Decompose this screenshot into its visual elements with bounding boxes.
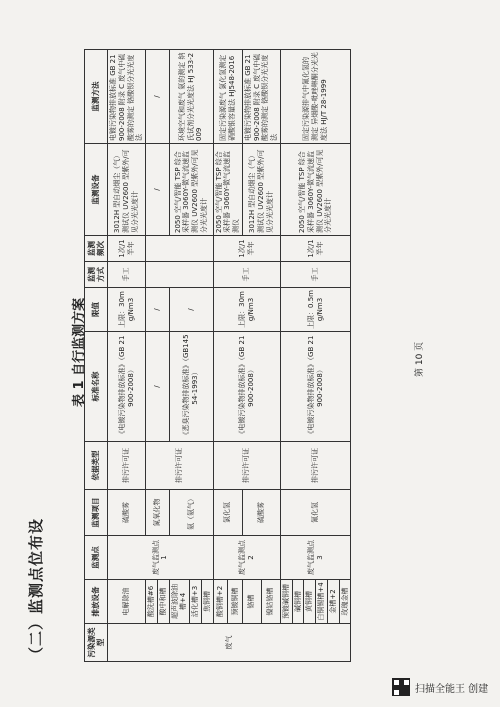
header-source-type: 污染源类型 [85,624,108,662]
mode-cell: 手工 [280,262,351,288]
item-cell: 氰化氢 [280,490,351,536]
item-cell: 氮氧化物 [146,490,170,536]
method-cell: 环境空气和废气 氨的测定 纳氏试剂分光光度法 HJ 533-2009 [169,50,213,144]
device-cell: 白铜锡槽+4 [316,580,328,624]
device-cell: 铬槽 [242,580,261,624]
header-limit: 限值 [85,288,108,332]
standard-cell: 《恶臭污染物排放标准》（GB14554-1993） [169,332,213,442]
method-cell: 电镀污染物排放标准 GB 21900-2008 附录 C 废气中硫酸雾的测定 铬酸钡分光光度法 [108,50,146,144]
frequency-cell: 1次/1半年 [213,236,280,262]
device-cell: 电解除油 [108,580,146,624]
method-cell: 固定污染源排气中氰化氢的测定 异烟酸-吡唑啉酮分光光度法 HJ/T 28-1999 [280,50,351,144]
device-cell: 黄铜槽 [304,580,316,624]
page-number: 第 10 页 [415,341,425,377]
basis-cell: 排污许可证 [146,442,214,490]
table-row [108,50,146,662]
device-cell: 超声波除油槽+4 [169,580,190,624]
device-cell: 碱铜槽 [292,580,304,624]
device-cell: 金槽+2 [327,580,339,624]
device-cell: 酸铜槽+2 [213,580,228,624]
header-frequency: 监测频次 [85,236,108,262]
section-heading: （二）监测点位布设 [27,517,45,662]
table-row [213,50,228,662]
device-cell: 酸洗槽#6 [146,580,158,624]
standard-cell: / [146,332,170,442]
basis-cell: 排污许可证 [280,442,351,490]
mode-cell: 手工 [213,262,280,288]
item-cell: 硫酸雾 [108,490,146,536]
limit-cell: 上限：0.5mg/Nm3 [280,288,351,332]
frequency-cell: 1次/1半年 [280,236,351,262]
table-row [280,50,292,662]
table-title: 表 1 自行监测方案 [72,297,87,407]
scanner-brand-text: 扫描全能王 创建 [415,684,489,695]
standard-cell: 《电镀污染物排放标准》（GB 21900-2008） [108,332,146,442]
monitoring-plan-table [84,49,351,662]
qr-code-icon [392,678,410,696]
point-cell: 废气监测点 1 [108,536,214,580]
point-cell: 废气监测点 3 [280,536,351,580]
method-cell: 固定污染源废气 氯化氢测定 硝酸银容量法 HJ548-2016 [213,50,242,144]
header-item: 监测项目 [85,490,108,536]
device-cell: 预镀碱铜槽 [280,580,292,624]
device-cell: 焦铜槽 [201,580,213,624]
device-cell: 玫瑰金槽 [339,580,351,624]
equipment-cell: 3012H 型自动烟尘（气）测试仪 UV2600 型紫外/可见分光光度计 [108,144,146,236]
limit-cell: / [146,288,170,332]
table-header-row [85,50,108,662]
device-cell: 酸中和槽 [157,580,169,624]
header-method: 监测方法 [85,50,108,144]
equipment-cell: 3012H 型自动烟尘（气）测试仪 UV2600 型紫外/可见分光光度计 [242,144,280,236]
method-cell: 电镀污染物排放标准 GB 21900-2008 附录 C 废气中硫酸雾的测定 铬酸钡分光光度法 [242,50,280,144]
header-mode: 监测方式 [85,262,108,288]
header-standard: 标准名称 [85,332,108,442]
header-equipment: 监测设备 [85,144,108,236]
limit-cell: / [169,288,213,332]
mode-cell [146,262,214,288]
category-cell: 废气 [108,624,351,662]
header-basis: 依据类型 [85,442,108,490]
header-device: 排放设备 [85,580,108,624]
item-cell: 氨（氨气） [169,490,213,536]
device-cell: 预镀铜槽 [228,580,243,624]
equipment-cell: 2050 空气/智能 TSP 综合采样器 3060Y-微气流速监测仪 UV2600 型紫外/可见分光光度计 [280,144,351,236]
equipment-cell: 2050 空气/智能 TSP 综合采样器 3060Y-微气流速监测仪 UV2600 型紫外/可见分光光度计 [169,144,213,236]
basis-cell: 排污许可证 [213,442,280,490]
basis-cell: 排污许可证 [108,442,146,490]
scanner-watermark [392,676,500,698]
method-cell: / [146,50,170,144]
equipment-cell: 2050 空气/智能 TSP 综合采样器 3060Y-微气流速监测仪 [213,144,242,236]
standard-cell: 《电镀污染物排放标准》（GB 21900-2008） [213,332,280,442]
item-cell: 硫酸雾 [242,490,280,536]
device-cell: 活化槽+3 [190,580,202,624]
equipment-cell: / [146,144,170,236]
point-cell: 废气监测点 2 [213,536,280,580]
item-cell: 氯化氢 [213,490,242,536]
header-point: 监测点 [85,536,108,580]
limit-cell: 上限：30mg/Nm3 [108,288,146,332]
frequency-cell [146,236,214,262]
frequency-cell: 1次/1半年 [108,236,146,262]
standard-cell: 《电镀污染物排放标准》（GB 21900-2008） [280,332,351,442]
limit-cell: 上限：30mg/Nm3 [213,288,280,332]
device-cell: 镍钴铬槽 [261,580,280,624]
mode-cell: 手工 [108,262,146,288]
